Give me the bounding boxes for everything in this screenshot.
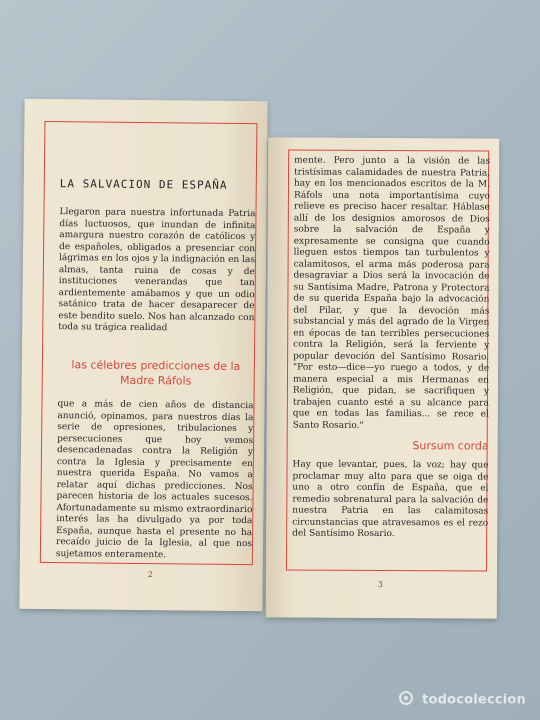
left-paragraph-1: Llegaron para nuestra infortunada Patria días luctuosos, que inundan de infinita amargura nuestro corazón de católicos y de españoles, obligados a presenciar con lágrimas en los ojos y la indignación en las almas, tanta ruina de cosas y de instituciones venerandas que tan ardientemente amábamos y que un odio satánico trata de hacer desaparecer de este bendito suelo. Nos han alcanzado con toda su trágica realidad — [58, 207, 256, 334]
watermark-text: todocoleccion — [422, 692, 526, 708]
right-paragraph-1: mente. Pero junto a la visión de las tristísimas calamidades de nuestra Patria, hay en los mencionados escritos de la M. Ráfols una nota importantísima cuyo relieve es preciso hacer resaltar. Háblase allí de los designios amorosos de Dios sobre la salvación de España y expresamente se consigna que cuando lleguen estos tiempos tan turbulentos y calamitosos, el arma más poderosa para desagraviar a Dios será la invocación de su Santísima Madre, Patrona y Protectora de su querida España bajo la advocación del Pilar, y que la devoción más substancial y más del agrado de la Virgen en épocas de tan terribles persecuciones contra la Religión, será la ferviente y popular devoción del Santísimo Rosario. "Por esto—dice—yo ruego a todos, y de manera especial a mis Hermanas en Religión, que pidan, se sacrifiquen y trabajen cuanto esté a su alcance para que en todas las familias... se rece el Santo Rosario." — [292, 155, 491, 431]
left-paragraph-2: que a más de cien años de distancia anunció, opinamos, para nuestros días la serie de opresiones, tribulaciones y persecuciones que hoy vemos desencadenadas contra la Religión y contra la Iglesia y precisamente en nuestra querida España. No vamos a relatar aquí dichas predicciones. Nos parecen historia de los actuales sucesos. Afortunadamente su mismo extraordinario interés las ha divulgado ya por toda España, aunque hasta el presente no ha recaído juicio de la Iglesia, al que nos sujetamos enteramente. — [55, 399, 254, 560]
right-heading: Sursum corda — [412, 439, 489, 453]
right-page — [266, 137, 500, 618]
open-booklet — [22, 100, 502, 610]
right-page-number: 3 — [377, 579, 384, 590]
right-paragraph-2: Hay que levantar, pues, la voz; hay que proclamar muy alto para que se oiga de uno a otro confín de España, que el remedio sobrenatural para la salvación de nuestra Patria en las calamitosas circunstancias que atravesamos es el rezo del Santísimo Rosario. — [292, 459, 489, 540]
left-page-title: LA SALVACION DE ESPAÑA — [59, 177, 228, 192]
left-heading: las célebres predicciones de la Madre Ráfols — [71, 358, 241, 388]
left-page — [19, 99, 267, 612]
watermark-logo-icon — [398, 690, 414, 710]
left-page-number: 2 — [147, 570, 153, 580]
watermark — [398, 690, 526, 710]
